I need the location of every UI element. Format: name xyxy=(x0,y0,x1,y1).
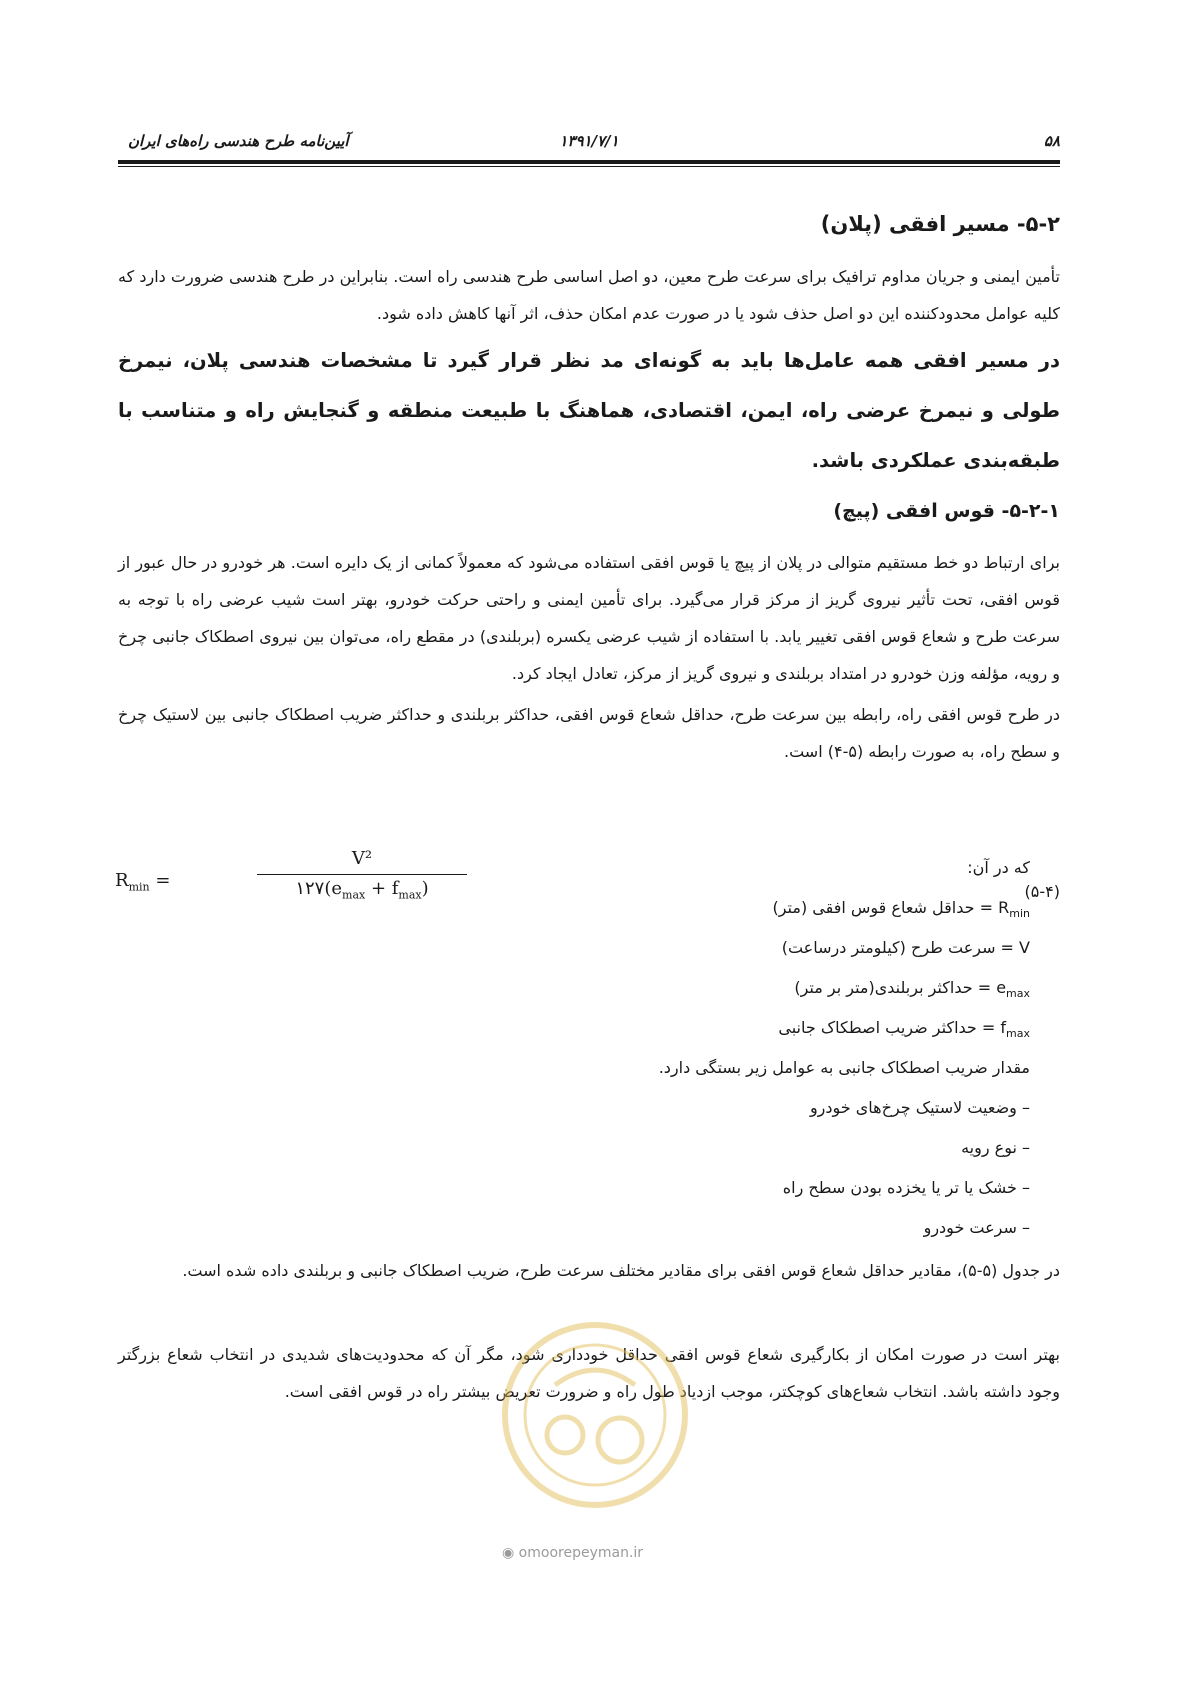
paragraph: برای ارتباط دو خط مستقیم متوالی در پلان از پیچ یا قوس افقی استفاده می‌شود که معمولاً کمانی از یک دایره است. هر خودرو در حال عبور از قوس افقی، تحت تأثیر نیروی گریز از مرکز قرار می‌گیرد. برای تأمین ایمنی و راحتی حرکت خودرو، بهتر است شیب عرضی راه با توجه به سرعت طرح و شعاع قوس افقی تغییر یابد. با استفاده از شیب عرضی یکسره (بربلندی) در مقطع راه، می‌توان بین نیروی اصطکاک جانبی چرخ و رویه، مؤلفه وزن خودرو در امتداد بربلندی و نیروی گریز از مرکز، تعادل ایجاد کرد. xyxy=(118,553,1060,683)
factor-item: – وضعیت لاستیک چرخ‌های خودرو xyxy=(809,1098,1030,1117)
factor-item: – سرعت خودرو xyxy=(923,1218,1030,1237)
watermark-logo-icon xyxy=(495,1315,695,1515)
bold-paragraph: در مسیر افقی همه عامل‌ها باید به گونه‌ای مد نظر قرار گیرد تا مشخصات هندسی پلان، نیمرخ طولی و نیمرخ عرضی راه، ایمن، اقتصادی، هماهنگ با طبیعت منطقه و گنجایش راه و متناسب با طبقه‌بندی عملکردی باشد. xyxy=(118,349,1060,472)
factors-intro: مقدار ضریب اصطکاک جانبی به عوامل زیر بستگی دارد. xyxy=(658,1058,1030,1077)
watermark-text: ◉ omoorepeyman.ir xyxy=(502,1545,644,1561)
equation-number: (۵-۴) xyxy=(1024,882,1060,901)
formula-numerator: V² xyxy=(351,848,373,869)
paragraph: تأمین ایمنی و جریان مداوم ترافیک برای سرعت طرح معین، دو اصل اساسی طرح هندسی راه است. بنابراین در طرح هندسی ضرورت دارد که کلیه عوامل محدودکننده این دو اصل حذف شود یا در صورت عدم امکان حذف، اثر آنها کاهش داده شود. xyxy=(118,267,1060,323)
page-number: ۵۸ xyxy=(1043,132,1060,150)
header-doc-title: آیین‌نامه طرح هندسی راه‌های ایران xyxy=(128,132,349,150)
factor-item: – خشک یا تر یا یخزده بودن سطح راه xyxy=(782,1178,1030,1197)
definition-item: V = سرعت طرح (کیلومتر درساعت) xyxy=(781,938,1030,957)
page-header xyxy=(118,128,1060,158)
paragraph: در جدول (۵-۵)، مقادیر حداقل شعاع قوس افقی برای مقادیر مختلف سرعت طرح، ضریب اصطکاک جانبی و بربلندی داده شده است. xyxy=(182,1261,1060,1280)
definitions-intro: که در آن: xyxy=(967,858,1030,877)
header-rule-thin xyxy=(118,166,1060,167)
paragraph: در طرح قوس افقی راه، رابطه بین سرعت طرح، حداقل شعاع قوس افقی، حداکثر بربلندی و حداکثر ضریب اصطکاک جانبی بین لاستیک چرخ و سطح راه، به صورت رابطه (۵-۴) است. xyxy=(118,705,1060,761)
paragraph: بهتر است در صورت امکان از بکارگیری شعاع قوس افقی حداقل خودداری شود، مگر آن که محدودیت‌های شدیدی در انتخاب شعاع بزرگتر وجود داشته باشد. انتخاب شعاع‌های کوچکتر، موجب ازدیاد طول راه و ضرورت تعریض بیشتر راه در قوس افقی است. xyxy=(118,1345,1060,1401)
formula-min-radius xyxy=(115,848,429,908)
fraction-bar xyxy=(257,874,467,875)
definition-item: $e_{max}$ = حداکثر بربلندی(متر بر متر) xyxy=(794,978,1030,1001)
formula-denominator: $۱۲۷(e_{max} + f_{max})$ xyxy=(295,878,429,902)
formula-lhs: $R_{min}$ = xyxy=(115,870,171,894)
definition-item: $f_{max}$ = حداکثر ضریب اصطکاک جانبی xyxy=(778,1018,1030,1041)
header-date: ۱۳۹۱/۷/۱ xyxy=(559,132,619,150)
subsection-heading: ۵-۲-۱- قوس افقی (پیچ) xyxy=(833,500,1060,522)
definition-item: $R_{min}$ = حداقل شعاع قوس افقی (متر) xyxy=(772,898,1030,921)
section-heading: ۵-۲- مسیر افقی (پلان) xyxy=(820,212,1060,236)
header-rule-thick xyxy=(118,160,1060,164)
factor-item: – نوع رویه xyxy=(961,1138,1030,1157)
